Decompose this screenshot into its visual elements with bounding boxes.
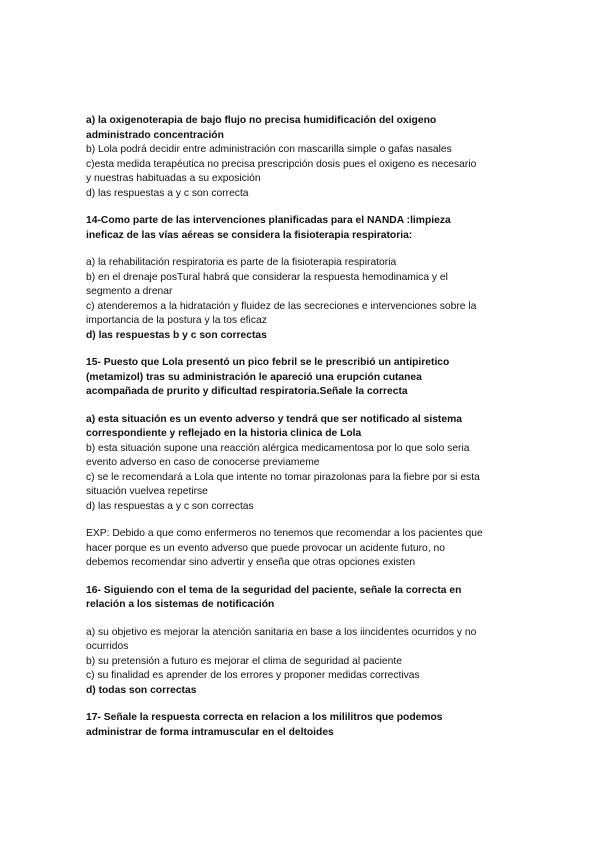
text-line: 16- Siguiendo con el tema de la seguridad del paciente, señale la correcta en	[86, 584, 462, 596]
text-line: situación vuelvea repetirse	[86, 486, 208, 497]
text-line: d) todas son correctas	[86, 684, 197, 696]
text-line: c)esta medida terapéutica no precisa prescripción dosis pues el oxigeno es necesario	[86, 158, 477, 170]
text-line: b) en el drenaje posTural habrá que considerar la respuesta hemodinamica y el	[86, 271, 448, 283]
text-line: ineficaz de las vías aéreas se considera la fisioterapia respiratoria:	[86, 229, 413, 241]
text-line: b) esta situación supone una reacción alérgica medicamentosa por lo que solo seria	[86, 442, 470, 454]
text-line: d) las respuestas a y c son correctas	[86, 500, 254, 512]
text-block	[86, 256, 518, 343]
text-line: hacer porque es un evento adverso que puede provocar un acidente futuro, no	[86, 542, 445, 554]
text-line: correspondiente y reflejado en la historia clinica de Lola	[86, 428, 362, 439]
text-line: segmento a drenar	[86, 286, 173, 297]
text-block	[86, 626, 518, 699]
text-line: relación a los sistemas de notificación	[86, 599, 275, 610]
paragraph-gap	[86, 400, 518, 413]
text-line: a) su objetivo es mejorar la atención sanitaria en base a los iincidentes ocurridos y no	[86, 626, 477, 638]
paragraph-gap	[86, 514, 518, 527]
text-line: b) Lola podrá decidir entre administración con mascarilla simple o gafas nasales	[86, 144, 452, 155]
text-line: c) atenderemos a la hidratación y fluidez de las secreciones e intervenciones sobre la	[86, 300, 477, 312]
text-line: (metamizol) tras su administración le apareció una erupción cutanea	[86, 371, 422, 383]
text-line: 14-Como parte de las intervenciones planificadas para el NANDA :limpieza	[86, 215, 451, 226]
text-line: c) su finalidad es aprender de los errores y proponer medidas correctivas	[86, 670, 420, 681]
text-block	[86, 214, 518, 243]
text-block	[86, 356, 518, 400]
paragraph-gap	[86, 343, 518, 356]
text-line: a) esta situación es un evento adverso y tendrá que ser notificado al sistema	[86, 413, 462, 425]
text-line: y nuestras habituadas a su exposición	[86, 173, 261, 184]
text-block	[86, 114, 518, 201]
paragraph-gap	[86, 201, 518, 214]
text-line: EXP: Debido a que como enfermeros no tenemos que recomendar a los pacientes que	[86, 528, 483, 539]
document-page	[86, 114, 518, 740]
text-block	[86, 413, 518, 515]
text-line: debemos recomendar sino advertir y enseña que otras opciones existen	[86, 557, 416, 568]
paragraph-gap	[86, 243, 518, 256]
paragraph-gap	[86, 698, 518, 711]
text-line: d) las respuestas b y c son correctas	[86, 329, 267, 341]
text-block	[86, 527, 518, 571]
text-line: evento adverso en caso de conocerse previameme	[86, 457, 320, 468]
text-block	[86, 711, 518, 740]
text-line: importancia de la postura y la tos eficaz	[86, 315, 267, 326]
text-line: d) las respuestas a y c son correcta	[86, 187, 249, 199]
text-line: administrado concentración	[86, 129, 224, 141]
text-line: acompañada de prurito y dificultad respiratoria.Señale la correcta	[86, 386, 408, 397]
text-line: c) se le recomendará a Lola que intente no tomar pirazolonas para la fiebre por si esta	[86, 471, 480, 483]
paragraph-gap	[86, 571, 518, 584]
text-line: 17- Señale la respuesta correcta en relacion a los mililitros que podemos	[86, 712, 443, 723]
text-line: a) la rehabilitación respiratoria es parte de la fisioterapia respiratoria	[86, 257, 397, 268]
text-block	[86, 584, 518, 613]
text-line: ocurridos	[86, 641, 129, 652]
text-line: administrar de forma intramuscular en el deltoides	[86, 726, 334, 738]
text-line: 15- Puesto que Lola presentó un pico febril se le prescribió un antipiretico	[86, 357, 450, 368]
text-line: a) la oxigenoterapia de bajo flujo no precisa humidificación del oxigeno	[86, 115, 437, 126]
text-line: b) su pretensión a futuro es mejorar el clima de seguridad al paciente	[86, 655, 402, 667]
paragraph-gap	[86, 613, 518, 626]
